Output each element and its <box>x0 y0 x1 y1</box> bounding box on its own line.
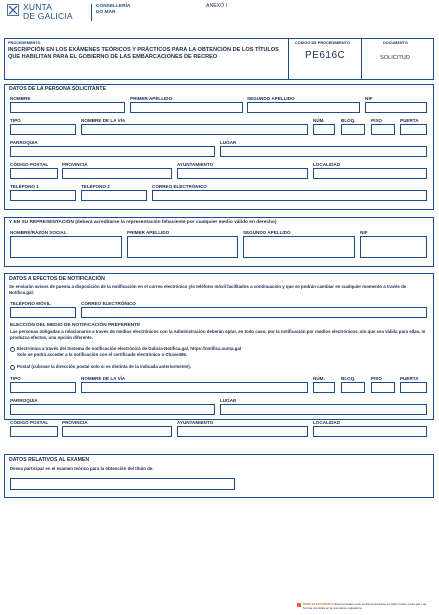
notif-piso-input[interactable] <box>371 382 395 393</box>
footer-note <box>303 603 435 610</box>
notif-tipo-input[interactable] <box>10 382 76 393</box>
rep-primer-apellido-input[interactable] <box>127 236 238 258</box>
parroquia-input[interactable] <box>10 146 215 157</box>
notif-bloq-input[interactable] <box>341 382 365 393</box>
code-label: CÓDIGO DE PROCEDIMIENTO <box>295 41 350 45</box>
footer-brand: SEDE ELECTRÓNICA <box>303 602 334 606</box>
piso-input[interactable] <box>371 124 395 135</box>
nif-label: NIF <box>365 96 373 101</box>
sede-electronica-icon <box>297 603 301 607</box>
correo-label: CORREO ELECTRÓNICO <box>152 184 207 189</box>
notif-localidad-label: LOCALIDAD <box>313 420 341 425</box>
notif-piso-label: PISO <box>371 376 382 381</box>
representacion-title: Y EN SU REPRESENTACIÓN (deberá acreditarse la representación fehaciente por cualquier medio válido en derecho) <box>9 220 277 225</box>
localidad-label: LOCALIDAD <box>313 162 341 167</box>
postal-notification-radio[interactable] <box>10 365 15 370</box>
examen-text: Desea participar en el examen teórico para la obtención del título de: <box>10 466 154 471</box>
option-electronic-label: Electrónica a través del Sistema de notificación electrónica de Galicia-Notifica.gal, https://notifica.xunta.gal <box>17 346 241 351</box>
notif-bloq-label: BLOQ. <box>341 376 356 381</box>
tipo-input[interactable] <box>10 124 76 135</box>
telefono2-label: TELÉFONO 2 <box>81 184 110 189</box>
segundo-apellido-label: SEGUNDO APELLIDO <box>247 96 295 101</box>
notif-correo-label: CORREO ELECTRÓNICO <box>81 301 136 306</box>
procedure-divider <box>361 38 362 80</box>
razon-social-label: NOMBRE/RAZÓN SOCIAL <box>10 230 67 235</box>
document-type: SOLICITUD <box>380 55 410 61</box>
piso-label: PISO <box>371 118 382 123</box>
notif-nombre-via-label: NOMBRE DE LA VÍA <box>81 376 126 381</box>
primer-apellido-input[interactable] <box>130 102 243 113</box>
nombre-via-label: NOMBRE DE LA VÍA <box>81 118 126 123</box>
option-electronic-note: Solo se podrá acceder a la notificación con el certificado electrónico o Chave365. <box>17 352 188 357</box>
notif-puerta-input[interactable] <box>400 382 427 393</box>
tipo-label: TIPO <box>10 118 21 123</box>
notif-provincia-label: PROVINCIA <box>62 420 88 425</box>
rep-segundo-apellido-label: SEGUNDO APELLIDO <box>243 230 291 235</box>
ayuntamiento-label: AYUNTAMIENTO <box>177 162 214 167</box>
xunta-logo-icon <box>7 4 19 16</box>
procedure-divider <box>288 38 289 80</box>
localidad-input[interactable] <box>313 168 427 179</box>
xunta-logo-text: XUNTA DE GALICIA <box>23 2 73 21</box>
telefono1-input[interactable] <box>10 190 76 201</box>
notif-lugar-input[interactable] <box>220 404 427 415</box>
ayuntamiento-input[interactable] <box>177 168 308 179</box>
codigo-postal-label: CÓDIGO POSTAL <box>10 162 49 167</box>
num-input[interactable] <box>313 124 335 135</box>
razon-social-input[interactable] <box>10 236 122 258</box>
bloq-input[interactable] <box>341 124 365 135</box>
document-label: DOCUMENTO <box>383 41 408 45</box>
notif-num-input[interactable] <box>313 382 335 393</box>
lugar-input[interactable] <box>220 146 427 157</box>
notificacion-intro: Se enviarán avisos de puesta a disposición de la notificación en el correo electrónico y/o teléfono móvil facilitados a continuación y que se podrán cambiar en cualquier momento a través de Notifica.gal: <box>9 284 407 295</box>
telefono2-input[interactable] <box>81 190 147 201</box>
examen-title: DATOS RELATIVOS AL EXAMEN <box>9 457 90 463</box>
eleccion-title: ELECCIÓN DEL MEDIO DE NOTIFICACIÓN PREFERENTE <box>10 323 141 328</box>
solicitante-title: DATOS DE LA PERSONA SOLICITANTE <box>9 86 107 92</box>
notif-tipo-label: TIPO <box>10 376 21 381</box>
telefono-movil-label: TELÉFONO MÓVIL <box>10 301 51 306</box>
footer-text: Este formulario solo podrá presentarse en https://sede.xunta.gal. Las formas previstas en la normativa reguladora <box>303 602 427 610</box>
telefono1-label: TELÉFONO 1 <box>10 184 39 189</box>
provincia-label: PROVINCIA <box>62 162 88 167</box>
notif-lugar-label: LUGAR <box>220 398 237 403</box>
puerta-input[interactable] <box>400 124 427 135</box>
parroquia-label: PARROQUIA <box>10 140 38 145</box>
eleccion-text: Las personas obligadas a relacionarse a través de medios electrónicos con la Administración deberán optar, en todo caso, por la notificación por medios electrónicos, sin que sea válida para ellas, ni produzca efectos, una opción diferente. <box>10 329 426 340</box>
num-label: NÚM. <box>313 118 325 123</box>
primer-apellido-label: PRIMER APELLIDO <box>130 96 173 101</box>
nombre-via-input[interactable] <box>81 124 308 135</box>
nombre-input[interactable] <box>10 102 125 113</box>
nif-input[interactable] <box>365 102 427 113</box>
notif-num-label: NÚM. <box>313 376 325 381</box>
notif-provincia-input[interactable] <box>62 426 172 437</box>
titulo-input[interactable] <box>10 478 235 490</box>
rep-primer-apellido-label: PRIMER APELLIDO <box>127 230 170 235</box>
notificacion-title: DATOS A EFECTOS DE NOTIFICACIÓN <box>9 276 105 282</box>
notif-codigo-postal-label: CÓDIGO POSTAL <box>10 420 49 425</box>
anexo-title: ANEXO I <box>206 3 228 9</box>
conselleria-name: CONSELLERÍA DO MAR <box>96 4 131 15</box>
electronic-notification-radio[interactable] <box>10 347 15 352</box>
rep-nif-input[interactable] <box>360 236 427 258</box>
rep-segundo-apellido-input[interactable] <box>243 236 355 258</box>
notif-ayuntamiento-input[interactable] <box>177 426 308 437</box>
lugar-label: LUGAR <box>220 140 237 145</box>
procedure-label: PROCEDEMENTO <box>8 41 41 45</box>
procedure-title: INSCRIPCIÓN EN LOS EXÁMENES TEÓRICOS Y PRÁCTICOS PARA LA OBTENCIÓN DE LOS TÍTULOS QUE HABILITAN PARA EL GOBIERNO DE LAS EMBARCACIONES DE RECREO <box>8 47 279 60</box>
notif-puerta-label: PUERTA <box>400 376 419 381</box>
codigo-postal-input[interactable] <box>10 168 58 179</box>
rep-nif-label: NIF <box>360 230 368 235</box>
notif-correo-input[interactable] <box>81 307 427 318</box>
notif-parroquia-input[interactable] <box>10 404 215 415</box>
option-postal-label: Postal (cubrase la dirección postal solo si es distinta de la indicada anteriormente). <box>17 364 191 369</box>
notif-codigo-postal-input[interactable] <box>10 426 58 437</box>
bloq-label: BLOQ. <box>341 118 356 123</box>
logo-divider <box>91 4 92 21</box>
notif-localidad-input[interactable] <box>313 426 427 437</box>
segundo-apellido-input[interactable] <box>247 102 360 113</box>
notif-parroquia-label: PARROQUIA <box>10 398 38 403</box>
correo-input[interactable] <box>152 190 427 201</box>
provincia-input[interactable] <box>62 168 172 179</box>
telefono-movil-input[interactable] <box>10 307 76 318</box>
nombre-label: NOMBRE <box>10 96 31 101</box>
puerta-label: PUERTA <box>400 118 419 123</box>
notif-ayuntamiento-label: AYUNTAMIENTO <box>177 420 214 425</box>
notif-nombre-via-input[interactable] <box>81 382 308 393</box>
procedure-code: PE616C <box>305 50 346 61</box>
